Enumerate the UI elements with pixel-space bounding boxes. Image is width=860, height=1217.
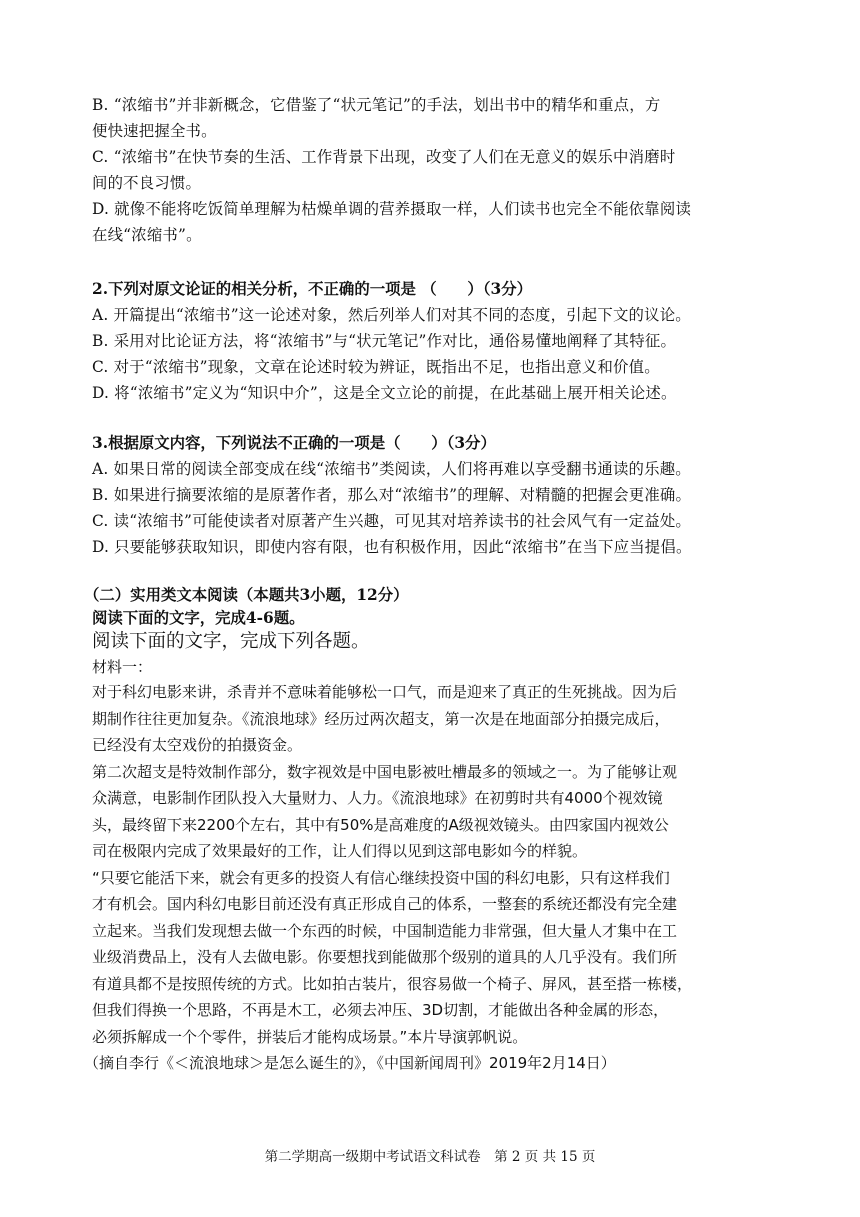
material-line: 第二次超支是特效制作部分，数字视效是中国电影被吐槽最多的领域之一。为了能够让观 bbox=[92, 762, 678, 781]
material-1-label: 材料一： bbox=[92, 658, 153, 676]
material-line: “只要它能活下来，就会有更多的投资人有信心继续投资中国的科幻电影，只有这样我们 bbox=[92, 868, 670, 887]
q3-option-a: A. 如果日常的阅读全部变成在线“浓缩书”类阅读，人们将再难以享受翻书通读的乐趣。 bbox=[92, 460, 691, 478]
q3-option-c: C. 读“浓缩书”可能使读者对原著产生兴趣，可见其对培养读书的社会风气有一定益处。 bbox=[92, 512, 692, 530]
question-3 bbox=[92, 430, 782, 560]
material-line: 已经没有太空戏份的拍摄资金。 bbox=[92, 736, 303, 754]
question-2 bbox=[92, 276, 782, 406]
material-line: 期制作往往更加复杂。《流浪地球》经历过两次超支，第一次是在地面部分拍摄完成后， bbox=[92, 709, 670, 728]
q2-option-b: B. 采用对比论证方法，将“浓缩书”与“状元笔记”作对比，通俗易懂地阐释了其特征。 bbox=[92, 332, 677, 350]
q1-option-b-line1: B. “浓缩书”并非新概念，它借鉴了“状元笔记”的手法，划出书中的精华和重点，方 bbox=[92, 96, 661, 114]
page-footer: 第二学期高一级期中考试语文科试卷 第 2 页 共 15 页 bbox=[264, 1149, 596, 1165]
section-2 bbox=[84, 583, 774, 1077]
material-line: 但我们得换一个思路，不再是木工，必须去冲压、3D切割，才能做出各种金属的形态， bbox=[92, 1001, 669, 1019]
q2-option-d: D. 将“浓缩书”定义为“知识中介”，这是全文立论的前提，在此基础上展开相关论述。 bbox=[92, 384, 677, 402]
section-2-heading: （二）实用类文本阅读（本题共3小题，12分） bbox=[84, 586, 409, 604]
q3-stem: 3.根据原文内容，下列说法不正确的一项是（ ）（3分） bbox=[92, 434, 496, 452]
q1-options bbox=[92, 92, 782, 248]
q1-option-d-line1: D. 就像不能将吃饭简单理解为枯燥单调的营养摄取一样，人们读书也完全不能依靠阅读 bbox=[92, 200, 692, 218]
q1-option-d-line2: 在线“浓缩书”。 bbox=[92, 226, 202, 244]
q1-option-c-line1: C. “浓缩书”在快节奏的生活、工作背景下出现，改变了人们在无意义的娱乐中消磨时 bbox=[92, 148, 676, 166]
section-2-instruction-large: 阅读下面的文字，完成下列各题。 bbox=[92, 631, 370, 652]
material-line: 头，最终留下来2200个左右，其中有50%是高难度的A级视效镜头。由四家国内视效公 bbox=[92, 815, 669, 834]
material-line: 才有机会。国内科幻电影目前还没有真正形成自己的体系，一整套的系统还都没有完全建 bbox=[92, 895, 678, 913]
q2-option-c: C. 对于“浓缩书”现象，文章在论述时较为辨证，既指出不足，也指出意义和价值。 bbox=[92, 358, 660, 376]
q3-option-b: B. 如果进行摘要浓缩的是原著作者，那么对“浓缩书”的理解、对精髓的把握会更准确。 bbox=[92, 486, 692, 504]
material-line: 对于科幻电影来讲，杀青并不意味着能够松一口气，而是迎来了真正的生死挑战。因为后 bbox=[92, 683, 678, 701]
material-source: （摘自李行《＜流浪地球＞是怎么诞生的》，《中国新闻周刊》2019年2月14日） bbox=[84, 1054, 616, 1072]
q1-option-b-line2: 便快速把握全书。 bbox=[92, 122, 217, 140]
material-line: 业级消费品上，没有人去做电影。你要想找到能做那个级别的道具的人几乎没有。我们所 bbox=[92, 948, 678, 966]
q3-option-d: D. 只要能够获取知识，即使内容有限，也有积极作用，因此“浓缩书”在当下应当提倡。 bbox=[92, 538, 692, 556]
material-1 bbox=[84, 655, 774, 1077]
material-line: 必须拆解成一个个零件，拼装后才能构成场景。”本片导演郭帆说。 bbox=[92, 1027, 528, 1046]
q1-option-c-line2: 间的不良习惯。 bbox=[92, 174, 202, 192]
material-line: 立起来。当我们发现想去做一个东西的时候，中国制造能力非常强，但大量人才集中在工 bbox=[92, 921, 678, 940]
section-2-instruction: 阅读下面的文字，完成4-6题。 bbox=[92, 609, 305, 627]
q2-option-a: A. 开篇提出“浓缩书”这一论述对象，然后列举人们对其不同的态度，引起下文的议论。 bbox=[92, 306, 691, 324]
material-line: 有道具都不是按照传统的方式。比如拍古装片，很容易做一个椅子、屏风，甚至搭一栋楼， bbox=[92, 974, 693, 993]
material-line: 众满意，电影制作团队投入大量财力、人力。《流浪地球》在初剪时共有4000个视效镜 bbox=[92, 789, 663, 807]
material-line: 司在极限内完成了效果最好的工作，让人们得以见到这部电影如今的样貌。 bbox=[92, 842, 588, 860]
q2-stem: 2.下列对原文论证的相关分析，不正确的一项是 （ ）（3分） bbox=[92, 280, 532, 298]
